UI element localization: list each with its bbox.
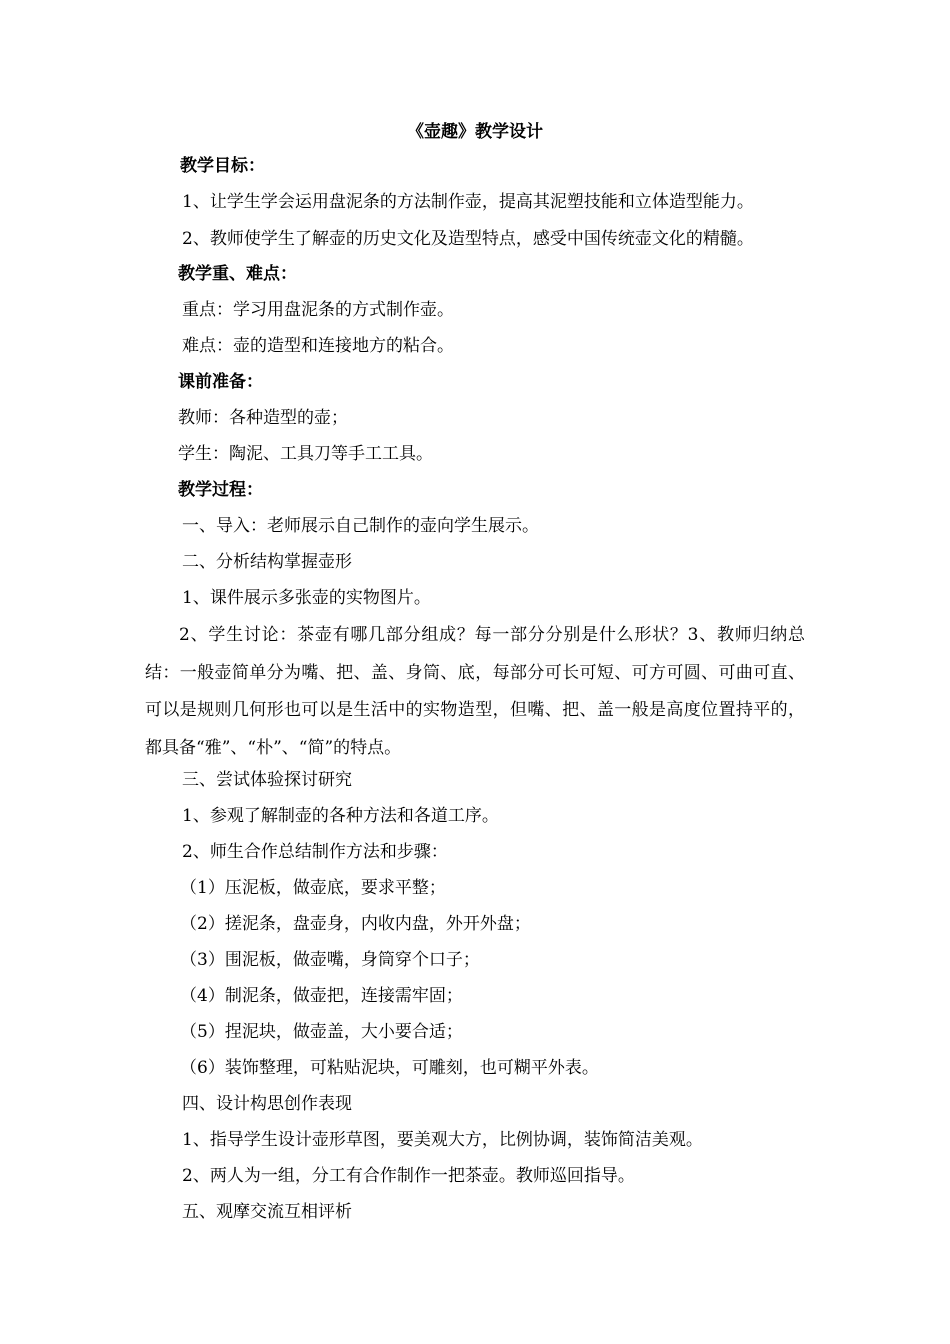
goals-heading: 教学目标： xyxy=(180,156,265,176)
document-title: 《壶趣》教学设计 xyxy=(407,122,543,142)
step-2-1: 1、课件展示多张壶的实物图片。 xyxy=(182,588,431,608)
step-4: 四、设计构思创作表现 xyxy=(182,1094,352,1114)
step-5: 五、观摩交流互相评析 xyxy=(182,1202,352,1222)
step-1: 一、导入：老师展示自己制作的壶向学生展示。 xyxy=(182,516,539,536)
goal-1: 1、让学生学会运用盘泥条的方法制作壶，提高其泥塑技能和立体造型能力。 xyxy=(182,192,754,212)
sub-step-2: （2）搓泥条，盘壶身，内收内盘，外开外盘； xyxy=(180,914,531,934)
step-2: 二、分析结构掌握壶形 xyxy=(182,552,352,572)
preparation-student: 学生：陶泥、工具刀等手工工具。 xyxy=(178,444,433,464)
step-2-2-paragraph: 2、学生讨论：茶壶有哪几部分组成？每一部分分别是什么形状？3、教师归纳总结：一般壶简单分为嘴、把、盖、身筒、底，每部分可长可短、可方可圆、可曲可直、可以是规则几何形也可以是生活中的实物造型，但嘴、把、盖一般是高度位置持平的，都具备“雅”、“朴”、“简”的特点。 xyxy=(145,625,805,758)
sub-step-6: （6）装饰整理，可粘贴泥块，可雕刻，也可糊平外表。 xyxy=(180,1058,599,1078)
step-3-1: 1、参观了解制壶的各种方法和各道工序。 xyxy=(182,806,499,826)
step-4-2: 2、两人为一组，分工有合作制作一把茶壶。教师巡回指导。 xyxy=(182,1166,635,1186)
difficult-point: 难点：壶的造型和连接地方的粘合。 xyxy=(182,336,454,356)
sub-step-1: （1）压泥板，做壶底，要求平整； xyxy=(180,878,446,898)
step-3: 三、尝试体验探讨研究 xyxy=(182,770,352,790)
step-3-2: 2、师生合作总结制作方法和步骤： xyxy=(182,842,448,862)
sub-step-4: （4）制泥条，做壶把，连接需牢固； xyxy=(180,986,463,1006)
key-point: 重点：学习用盘泥条的方式制作壶。 xyxy=(182,300,454,320)
process-heading: 教学过程： xyxy=(178,480,263,500)
step-4-1: 1、指导学生设计壶形草图，要美观大方，比例协调，装饰简洁美观。 xyxy=(182,1130,703,1150)
preparation-heading: 课前准备： xyxy=(178,372,263,392)
key-points-heading: 教学重、难点： xyxy=(178,264,297,284)
preparation-teacher: 教师：各种造型的壶； xyxy=(178,408,348,428)
goal-2: 2、教师使学生了解壶的历史文化及造型特点，感受中国传统壶文化的精髓。 xyxy=(182,229,754,249)
sub-step-3: （3）围泥板，做壶嘴，身筒穿个口子； xyxy=(180,950,480,970)
sub-step-5: （5）捏泥块，做壶盖，大小要合适； xyxy=(180,1022,463,1042)
